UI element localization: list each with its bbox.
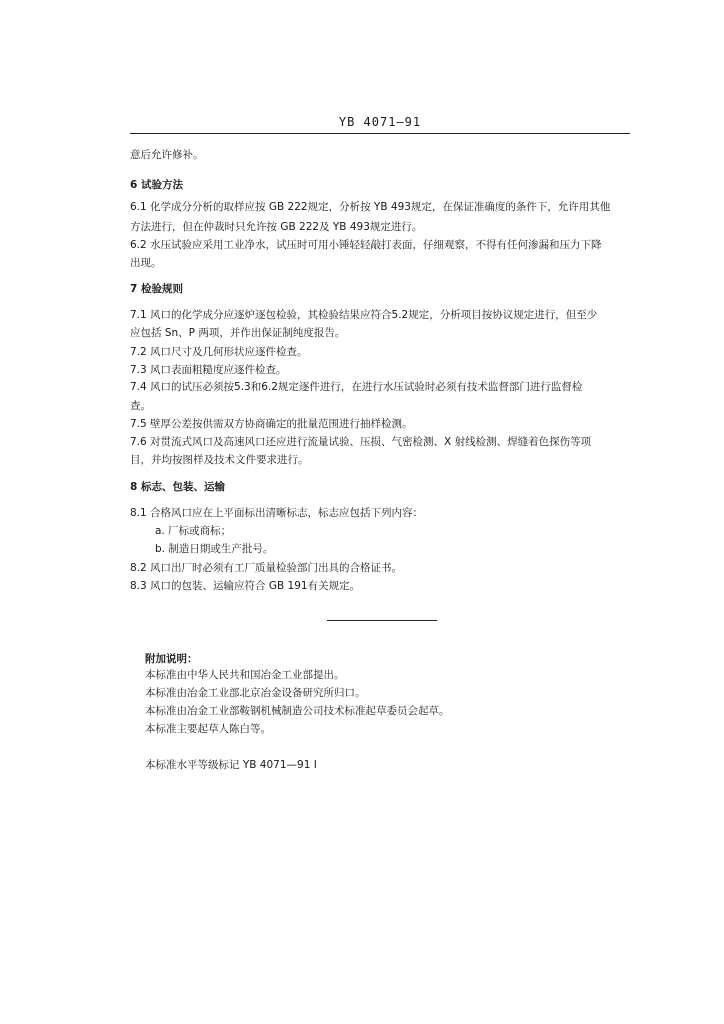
text-line: 7.5 壁厚公差按供需双方协商确定的批量范围进行抽样检测。 — [130, 418, 413, 430]
text-line: 8.1 合格风口应在上平面标出清晰标志，标志应包括下列内容： — [130, 507, 424, 519]
section-heading-8: 8 标志、包装、运输 — [130, 481, 225, 493]
level-marking: 本标准水平等级标记 YB 4071—91 I — [145, 759, 317, 771]
header-rule — [130, 133, 630, 134]
text-line: 6.1 化学成分分析的取样应按 GB 222规定，分析按 YB 493规定，在保证准确度的条件下，允许用其他 — [130, 201, 611, 213]
list-item: a. 厂标或商标； — [155, 525, 232, 537]
text-line: 应包括 Sn、P 两项，并作出保证制纯度报告。 — [130, 327, 346, 339]
text-line: 8.2 风口出厂时必须有工厂质量检验部门出具的合格证书。 — [130, 562, 403, 574]
notes-line: 本标准由冶金工业部鞍钢机械制造公司技术标准起草委员会起草。 — [145, 705, 450, 717]
page-header-code: YB 4071—91 — [338, 115, 422, 129]
section-heading-7: 7 检验规则 — [130, 283, 183, 295]
text-line: 7.3 风口表面粗糙度应逐件检查。 — [130, 364, 287, 376]
notes-title: 附加说明： — [145, 653, 198, 665]
text-line: 意后允许修补。 — [130, 149, 204, 161]
end-rule — [327, 620, 437, 621]
list-item: b. 制造日期或生产批号。 — [155, 543, 274, 555]
text-line: 目，并均按图样及技术文件要求进行。 — [130, 454, 309, 466]
text-line: 出现。 — [130, 257, 162, 269]
notes-line: 本标准由冶金工业部北京冶金设备研究所归口。 — [145, 687, 366, 699]
text-line: 7.1 风口的化学成分应逐炉逐包检验，其检验结果应符合5.2规定，分析项目按协议规定进行，但至少 — [130, 309, 598, 321]
text-line: 6.2 水压试验应采用工业净水，试压时可用小锤轻轻敲打表面，仔细观察，不得有任何渗漏和压力下降 — [130, 239, 602, 251]
text-line: 查。 — [130, 400, 151, 412]
text-line: 7.6 对贯流式风口及高速风口还应进行流量试验、压损、气密检测、X 射线检测、焊缝着色探伤等项 — [130, 436, 592, 448]
text-line: 方法进行，但在仲裁时只允许按 GB 222及 YB 493规定进行。 — [130, 221, 423, 233]
notes-line: 本标准由中华人民共和国冶金工业部提出。 — [145, 669, 345, 681]
text-line: 8.3 风口的包装、运输应符合 GB 191有关规定。 — [130, 580, 361, 592]
notes-line: 本标准主要起草人陈白等。 — [145, 723, 271, 735]
text-line: 7.2 风口尺寸及几何形状应逐件检查。 — [130, 346, 308, 358]
text-line: 7.4 风口的试压必须按5.3和6.2规定逐件进行，在进行水压试验时必须有技术监督部门进行监督检 — [130, 381, 583, 393]
section-heading-6: 6 试验方法 — [130, 179, 183, 191]
